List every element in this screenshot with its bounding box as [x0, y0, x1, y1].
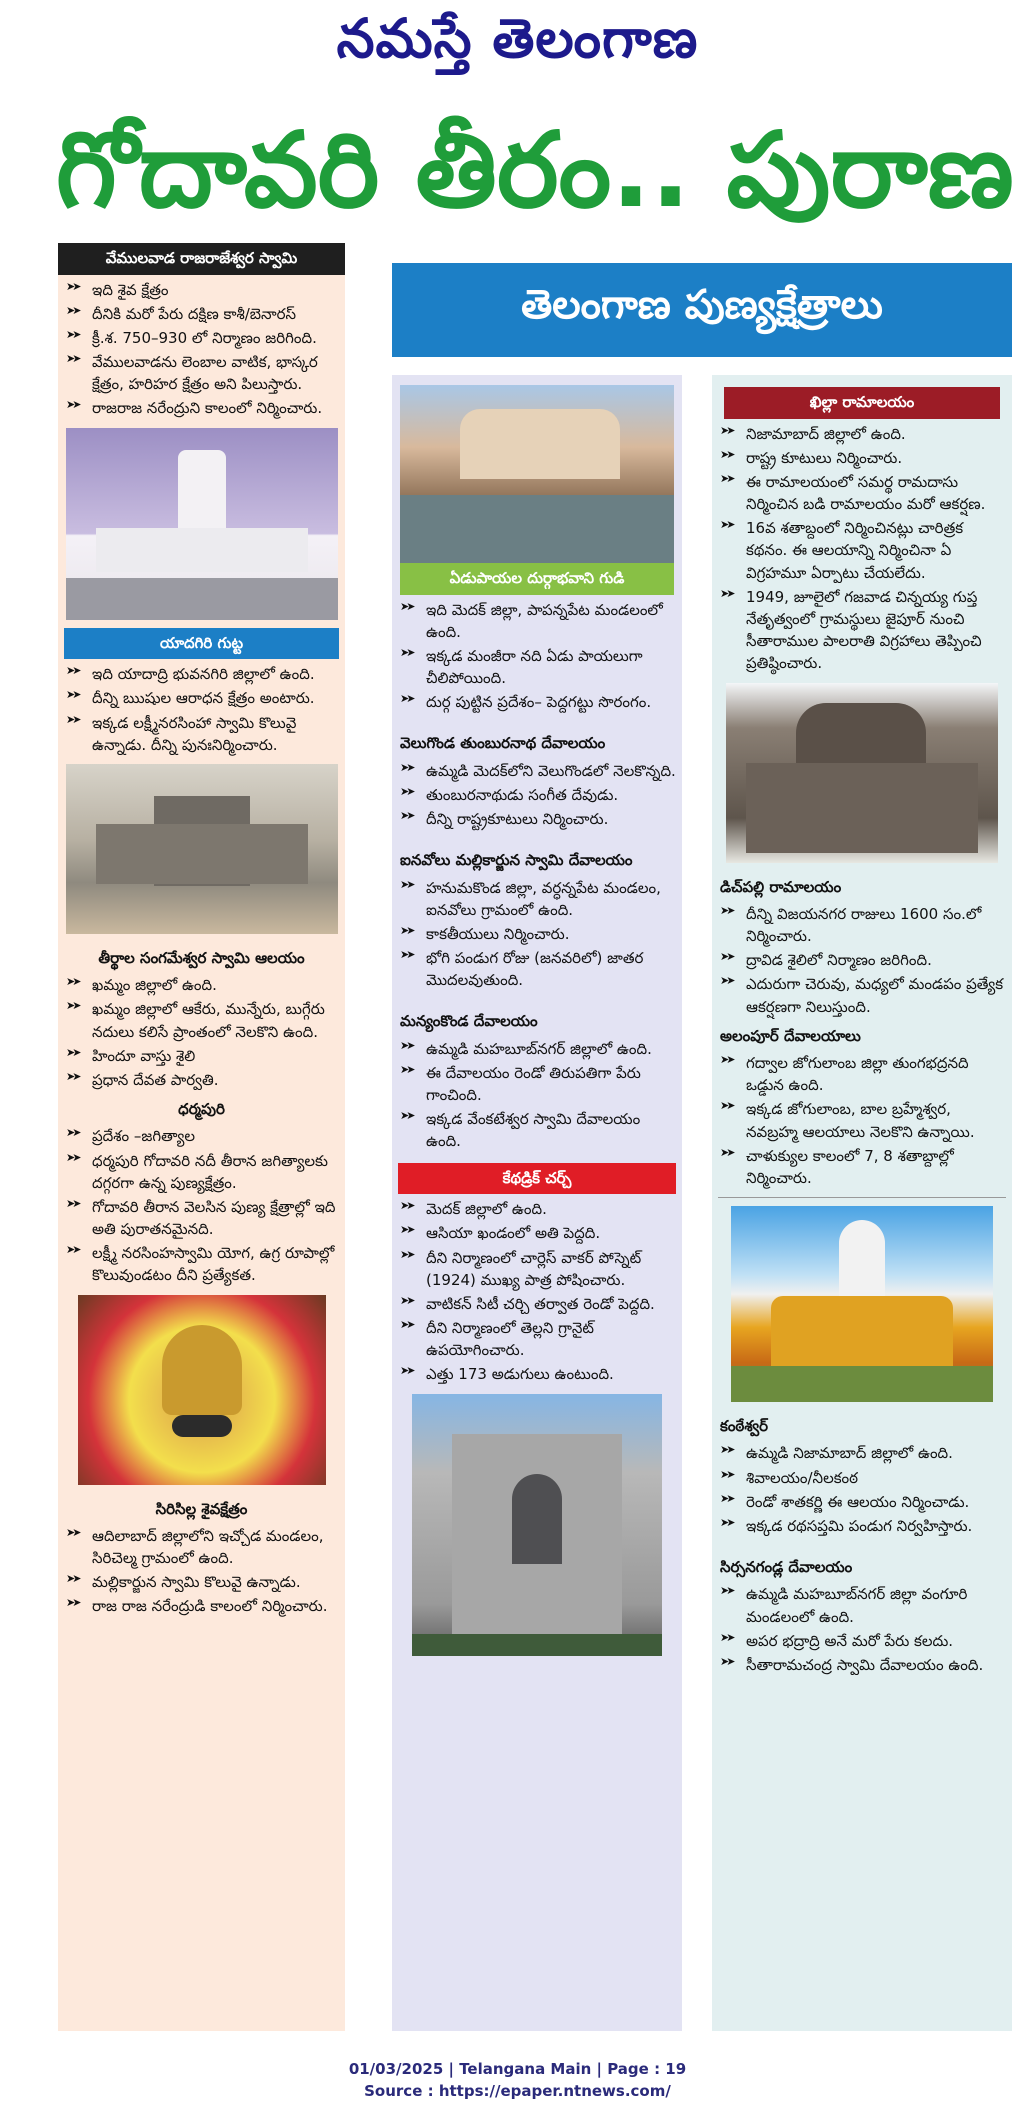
- list-inavolu: [392, 877, 682, 992]
- list-item: ➤➤ ఇక్కడ జోగులాంబ, బాల బ్రహ్మేశ్వర, నవబ్రహ్మ ఆలయాలు నెలకొని ఉన్నాయి.: [720, 1099, 975, 1141]
- arrow-bullet-icon: ➤➤: [400, 1199, 413, 1213]
- arrow-bullet-icon: ➤➤: [66, 712, 79, 726]
- arrow-bullet-icon: ➤➤: [66, 664, 79, 678]
- arrow-bullet-icon: ➤➤: [720, 447, 733, 461]
- list-item: ➤➤ ఖమ్మం జిల్లాలో ఆకేరు, మున్నేరు, బుగ్గేరు నదులు కలిసే ప్రాంతంలో నెలకొని ఉంది.: [66, 999, 325, 1041]
- arrow-bullet-icon: ➤➤: [66, 1069, 79, 1083]
- arrow-bullet-icon: ➤➤: [720, 1145, 733, 1159]
- arrow-bullet-icon: ➤➤: [720, 1630, 733, 1644]
- list-item: ➤➤ గద్వాల జోగులాంబ జిల్లా తుంగభద్రనది ఒడ్డున ఉంది.: [720, 1053, 969, 1095]
- arrow-bullet-icon: ➤➤: [720, 1099, 733, 1113]
- list-yadagiri: [58, 663, 345, 756]
- column-right: [712, 375, 1012, 2031]
- arrow-bullet-icon: ➤➤: [720, 1467, 733, 1481]
- arrow-bullet-icon: ➤➤: [720, 950, 733, 964]
- arrow-bullet-icon: ➤➤: [66, 688, 79, 702]
- list-item: ➤➤ మల్లికార్జున స్వామి కొలువై ఉన్నాడు.: [66, 1572, 301, 1592]
- section-title-velugonda: వెలుగొండ తుంబురనాథ దేవాలయం: [400, 734, 606, 753]
- arrow-bullet-icon: ➤➤: [66, 1196, 79, 1210]
- arrow-bullet-icon: ➤➤: [66, 1126, 79, 1140]
- list-item: ➤➤ రెండో శాతకర్ణి ఈ ఆలయం నిర్మించాడు.: [720, 1491, 970, 1511]
- list-item: ➤➤ ఈ రామాలయంలో సమర్థ రామదాసు నిర్మించిన బడి రామాలయం మరో ఆకర్షణ.: [720, 471, 986, 514]
- list-item: ➤➤ వాటికన్ సిటీ చర్చి తర్వాత రెండో పెద్దది.: [400, 1293, 655, 1313]
- list-medak-church: [392, 1198, 682, 1386]
- arrow-bullet-icon: ➤➤: [400, 1318, 413, 1332]
- arrow-bullet-icon: ➤➤: [400, 599, 413, 613]
- arrow-bullet-icon: ➤➤: [66, 1045, 79, 1059]
- list-item: ➤➤ ఇక్కడ లక్ష్మీనరసింహా స్వామి కొలువై ఉన్నాడు. దీన్ని పునఃనిర్మించారు.: [66, 712, 297, 754]
- list-item: ➤➤ నిజామాబాద్ జిల్లాలో ఉంది.: [720, 423, 906, 443]
- list-item: ➤➤ ధర్మపురి గోదావరి నదీ తీరాన జగిత్యాలకు దగ్గరగా ఉన్న పుణ్యక్షేత్రం.: [66, 1150, 328, 1192]
- section-title-kanteshwar: కంఠేశ్వర్: [720, 1417, 768, 1436]
- list-item: ➤➤ లక్ష్మీ నరసింహస్వామి యోగ, ఉగ్ర రూపాల్లో కొలువుండటం దీని ప్రత్యేకత.: [66, 1243, 335, 1285]
- list-item: ➤➤ ఆసియా ఖండంలో అతి పెద్దది.: [400, 1223, 601, 1243]
- section-banner: తెలంగాణ పుణ్యక్షేత్రాలు: [392, 263, 1012, 357]
- list-item: ➤➤ ఇది శైవ క్షేత్రం: [66, 279, 169, 299]
- arrow-bullet-icon: ➤➤: [400, 784, 413, 798]
- list-item: ➤➤ తుంబురనాథుడు సంగీత దేవుడు.: [400, 784, 619, 804]
- list-item: ➤➤ రాజ రాజ నరేంద్రుడి కాలంలో నిర్మించారు.: [66, 1596, 328, 1616]
- list-manyamkonda: [392, 1038, 682, 1153]
- section-title-alampur: అలంపూర్ దేవాలయాలు: [720, 1026, 861, 1045]
- list-item: ➤➤ దీన్ని విజయనగర రాజులు 1600 సం.లో నిర్మించారు.: [720, 903, 982, 945]
- arrow-bullet-icon: ➤➤: [720, 518, 733, 532]
- page-headline: గోదావరి తీరం.. పురాణ: [56, 109, 1014, 231]
- list-vemulawada: [58, 279, 345, 420]
- arrow-bullet-icon: ➤➤: [400, 692, 413, 706]
- arrow-bullet-icon: ➤➤: [66, 1150, 79, 1164]
- arrow-bullet-icon: ➤➤: [400, 1364, 413, 1378]
- list-sangameshwara: [58, 974, 345, 1091]
- arrow-bullet-icon: ➤➤: [720, 471, 733, 485]
- list-khilla: [712, 423, 1012, 675]
- dichpally-temple-photo: [726, 683, 998, 863]
- section-title-manyamkonda: మన్యంకొండ దేవాలయం: [400, 1012, 538, 1031]
- list-item: ➤➤ ఇది మెదక్ జిల్లా, పాపన్నపేట మండలంలో ఉంది.: [400, 599, 663, 641]
- section-title-sirsanagandla: సిర్సనగండ్ల దేవాలయం: [720, 1558, 853, 1577]
- arrow-bullet-icon: ➤➤: [720, 423, 733, 437]
- arrow-bullet-icon: ➤➤: [400, 645, 413, 659]
- list-item: ➤➤ ఆదిలాబాద్ జిల్లాలోని ఇచ్చోడ మండలం, సిరిచెల్మ గ్రామంలో ఉంది.: [66, 1525, 324, 1568]
- list-kanteshwar: [712, 1442, 1012, 1537]
- list-dichpally: [712, 903, 1012, 1018]
- list-item: ➤➤ ఉమ్మడి నిజామాబాద్ జిల్లాలో ఉంది.: [720, 1443, 953, 1463]
- vemulawada-temple-photo: [66, 428, 338, 620]
- list-item: ➤➤ ప్రధాన దేవత పార్వతి.: [66, 1069, 219, 1089]
- list-item: ➤➤ గోదావరి తీరాన వెలసిన పుణ్య క్షేత్రాల్లో ఇది అతి పురాతనమైనది.: [66, 1196, 336, 1239]
- arrow-bullet-icon: ➤➤: [66, 975, 79, 989]
- arrow-bullet-icon: ➤➤: [720, 974, 733, 988]
- list-item: ➤➤ దీని నిర్మాణంలో తెల్లని గ్రానైట్ ఉపయోగించారు.: [400, 1318, 595, 1360]
- list-edupayala: [392, 599, 682, 714]
- arrow-bullet-icon: ➤➤: [66, 279, 79, 293]
- section-title-medak-church: కేథడ్రిక్ చర్చ్: [398, 1163, 676, 1195]
- list-item: ➤➤ ఇక్కడ రథసప్తమి పండుగ నిర్వహిస్తారు.: [720, 1515, 973, 1535]
- arrow-bullet-icon: ➤➤: [66, 1572, 79, 1586]
- section-title-vemulawada: వేములవాడ రాజరాజేశ్వర స్వామి: [58, 243, 345, 275]
- arrow-bullet-icon: ➤➤: [66, 1525, 79, 1539]
- list-item: ➤➤ మెదక్ జిల్లాలో ఉంది.: [400, 1199, 547, 1219]
- section-title-edupayala: ఏడుపాయల దుర్గాభవాని గుడి: [400, 563, 674, 595]
- list-item: ➤➤ 1949, జూలైలో గజవాడ చిన్నయ్య గుప్త నేతృత్వంలో గ్రామస్థులు జైపూర్ నుంచి సీతారాముల పాలరాతి విగ్రహాలు తెప్పించి ప్రతిష్ఠించారు.: [720, 586, 982, 673]
- list-item: ➤➤ ఇది యాదాద్రి భువనగిరి జిల్లాలో ఉంది.: [66, 664, 315, 684]
- list-item: ➤➤ ఇక్కడ వేంకటేశ్వర స్వామి దేవాలయం ఉంది.: [400, 1109, 641, 1151]
- arrow-bullet-icon: ➤➤: [400, 877, 413, 891]
- divider: [718, 1197, 1006, 1198]
- arrow-bullet-icon: ➤➤: [400, 1062, 413, 1076]
- arrow-bullet-icon: ➤➤: [400, 809, 413, 823]
- list-item: ➤➤ హిందూ వాస్తు శైలి: [66, 1045, 196, 1065]
- footer-date-page: 01/03/2025 | Telangana Main | Page : 19: [348, 2060, 687, 2078]
- edupayala-crowd-photo: [400, 385, 674, 563]
- column-left: [58, 243, 345, 2031]
- list-sirsanagandla: [712, 1583, 1012, 1676]
- list-item: ➤➤ రాజరాజ నరేంద్రుని కాలంలో నిర్మించారు.: [66, 398, 323, 418]
- list-item: ➤➤ శివాలయం/నీలకంఠ: [720, 1467, 859, 1487]
- list-item: ➤➤ దీని నిర్మాణంలో చార్లెస్ వాకర్ పోస్నెట్ (1924) ముఖ్య పాత్ర పోషించారు.: [400, 1247, 642, 1289]
- list-item: ➤➤ ఉమ్మడి మెదక్‌లోని వెలుగొండలో నెలకొన్నది.: [400, 760, 676, 780]
- list-item: ➤➤ వేములవాడను లెంబాల వాటిక, భాస్కర క్షేత్రం, హరిహర క్షేత్రం అని పిలుస్తారు.: [66, 352, 318, 394]
- list-item: ➤➤ ఉమ్మడి మహబూబ్‌నగర్ జిల్లా వంగూరి మండలంలో ఉంది.: [720, 1584, 968, 1626]
- list-velugonda: [392, 760, 682, 831]
- kanteshwar-temple-photo: [731, 1206, 993, 1402]
- list-item: ➤➤ ఎత్తు 173 అడుగులు ఉంటుంది.: [400, 1364, 614, 1384]
- section-title-sangameshwara: తీర్థాల సంగమేశ్వర స్వామి ఆలయం: [98, 948, 305, 967]
- section-title-khilla: ఖిల్లా రామాలయం: [724, 387, 1000, 419]
- arrow-bullet-icon: ➤➤: [400, 1223, 413, 1237]
- list-item: ➤➤ ఎదురుగా చెరువు, మధ్యలో మండపం ప్రత్యేక ఆకర్షణగా నిలుస్తుంది.: [720, 974, 1004, 1016]
- list-item: ➤➤ దీన్ని రాష్ట్రకూటులు నిర్మించారు.: [400, 809, 609, 829]
- arrow-bullet-icon: ➤➤: [400, 760, 413, 774]
- list-dharmapuri: [58, 1125, 345, 1286]
- section-title-dharmapuri: ధర్మపురి: [178, 1100, 225, 1119]
- section-title-sirisilla: సిరిసిల్ల శైవక్షేత్రం: [155, 1499, 248, 1518]
- arrow-bullet-icon: ➤➤: [400, 1038, 413, 1052]
- arrow-bullet-icon: ➤➤: [66, 352, 79, 366]
- section-title-yadagiri: యాదగిరి గుట్ట: [64, 628, 340, 660]
- list-item: ➤➤ ద్రావిడ శైలిలో నిర్మాణం జరిగింది.: [720, 950, 932, 970]
- list-item: ➤➤ కాకతీయులు నిర్మించారు.: [400, 923, 570, 943]
- arrow-bullet-icon: ➤➤: [720, 903, 733, 917]
- arrow-bullet-icon: ➤➤: [66, 303, 79, 317]
- arrow-bullet-icon: ➤➤: [720, 1654, 733, 1668]
- arrow-bullet-icon: ➤➤: [400, 1293, 413, 1307]
- masthead-logo: నమస్తే తెలంగాణ: [336, 6, 699, 70]
- arrow-bullet-icon: ➤➤: [720, 1491, 733, 1505]
- list-sirisilla: [58, 1525, 345, 1618]
- list-item: ➤➤ ప్రదేశం –జగిత్యాల: [66, 1126, 195, 1146]
- arrow-bullet-icon: ➤➤: [66, 327, 79, 341]
- arrow-bullet-icon: ➤➤: [400, 923, 413, 937]
- arrow-bullet-icon: ➤➤: [66, 999, 79, 1013]
- arrow-bullet-icon: ➤➤: [720, 1515, 733, 1529]
- arrow-bullet-icon: ➤➤: [720, 1584, 733, 1598]
- list-item: ➤➤ దుర్గ పుట్టిన ప్రదేశం– పెద్దగట్టు సొరంగం.: [400, 692, 652, 712]
- section-title-inavolu: ఐనవోలు మల్లికార్జున స్వామి దేవాలయం: [400, 851, 633, 870]
- list-item: ➤➤ క్రీ.శ. 750–930 లో నిర్మాణం జరిగింది.: [66, 327, 317, 347]
- arrow-bullet-icon: ➤➤: [400, 1109, 413, 1123]
- list-item: ➤➤ అపర భద్రాద్రి అనే మరో పేరు కలదు.: [720, 1630, 954, 1650]
- yadadri-temple-photo: [66, 764, 338, 934]
- list-item: ➤➤ సీతారామచంద్ర స్వామి దేవాలయం ఉంది.: [720, 1654, 984, 1674]
- list-item: ➤➤ రాష్ట్ర కూటులు నిర్మించారు.: [720, 447, 903, 467]
- list-item: ➤➤ ఇక్కడ మంజీరా నది ఏడు పాయలుగా చీలిపోయింది.: [400, 645, 643, 688]
- list-item: ➤➤ ఖమ్మం జిల్లాలో ఉంది.: [66, 975, 217, 995]
- list-alampur: [712, 1052, 1012, 1189]
- list-item: ➤➤ దీన్ని ఋషుల ఆరాధన క్షేత్రం అంటారు.: [66, 688, 315, 708]
- list-item: ➤➤ చాళుక్యుల కాలంలో 7, 8 శతాబ్దాల్లో నిర్మించారు.: [720, 1145, 954, 1187]
- list-item: ➤➤ దీనికి మరో పేరు దక్షిణ కాశీ/బెనారస్: [66, 303, 297, 323]
- footer-source: Source : https://epaper.ntnews.com/: [364, 2082, 671, 2100]
- section-title-dichpally: డిచ్‌పల్లి రామాలయం: [720, 877, 842, 896]
- arrow-bullet-icon: ➤➤: [66, 1243, 79, 1257]
- list-item: ➤➤ ఈ దేవాలయం రెండో తిరుపతిగా పేరు గాంచింది.: [400, 1062, 641, 1105]
- column-middle: [392, 375, 682, 2031]
- arrow-bullet-icon: ➤➤: [66, 398, 79, 412]
- medak-church-photo: [412, 1394, 662, 1656]
- list-item: ➤➤ హనుమకొండ జిల్లా, వర్ధన్నపేట మండలం, ఐనవోలు గ్రామంలో ఉంది.: [400, 877, 661, 919]
- arrow-bullet-icon: ➤➤: [400, 948, 413, 962]
- arrow-bullet-icon: ➤➤: [720, 1443, 733, 1457]
- sirisilla-shrine-photo: [78, 1295, 326, 1485]
- list-item: ➤➤ భోగి పండుగ రోజు (జనవరిలో) జాతర మొదలవుతుంది.: [400, 948, 644, 990]
- list-item: ➤➤ ఉమ్మడి మహబూబ్‌నగర్ జిల్లాలో ఉంది.: [400, 1038, 652, 1058]
- arrow-bullet-icon: ➤➤: [720, 1053, 733, 1066]
- list-item: ➤➤ 16వ శతాబ్దంలో నిర్మించినట్లు చారిత్రక కథనం. ఈ ఆలయాన్ని నిర్మించినా ఏ విగ్రహమూ ఏర్పాటు చేయలేదు.: [720, 518, 964, 582]
- arrow-bullet-icon: ➤➤: [66, 1596, 79, 1610]
- arrow-bullet-icon: ➤➤: [400, 1247, 413, 1261]
- arrow-bullet-icon: ➤➤: [720, 586, 733, 600]
